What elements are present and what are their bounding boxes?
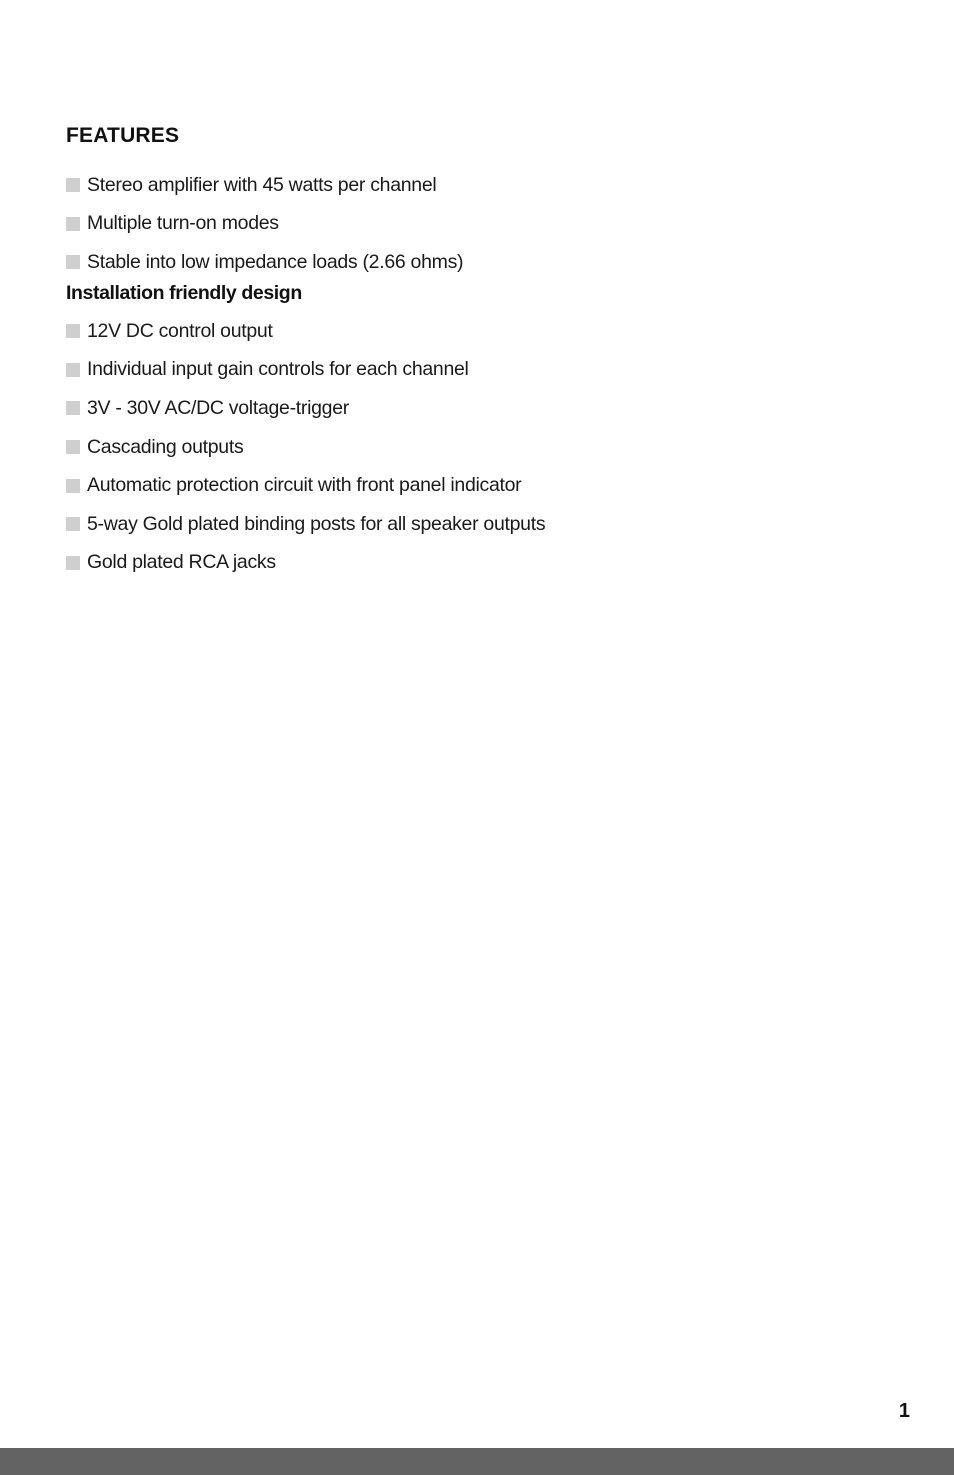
square-bullet-icon <box>66 178 80 192</box>
list-item-text: 3V - 30V AC/DC voltage-trigger <box>87 396 349 419</box>
list-item-text: Automatic protection circuit with front panel indicator <box>87 474 522 497</box>
square-bullet-icon <box>66 517 80 531</box>
list-item-text: Stereo amplifier with 45 watts per channel <box>87 173 437 196</box>
list-item-text: Individual input gain controls for each channel <box>87 358 469 381</box>
list-item-text: Gold plated RCA jacks <box>87 551 276 574</box>
square-bullet-icon <box>66 479 80 493</box>
square-bullet-icon <box>66 401 80 415</box>
list-item <box>66 466 545 505</box>
list-item <box>66 205 463 244</box>
list-item <box>66 544 545 583</box>
installation-list <box>66 312 545 582</box>
square-bullet-icon <box>66 217 80 231</box>
list-item <box>66 312 545 351</box>
features-list <box>66 166 463 282</box>
page-number: 1 <box>898 1400 910 1422</box>
list-item-text: 12V DC control output <box>87 319 273 342</box>
installation-subheading: Installation friendly design <box>66 282 302 304</box>
list-item-text: 5-way Gold plated binding posts for all speaker outputs <box>87 512 546 535</box>
square-bullet-icon <box>66 255 80 269</box>
list-item <box>66 351 545 390</box>
square-bullet-icon <box>66 363 80 377</box>
list-item <box>66 389 545 428</box>
square-bullet-icon <box>66 556 80 570</box>
list-item-text: Stable into low impedance loads (2.66 ohms) <box>87 250 464 273</box>
list-item <box>66 505 545 544</box>
list-item <box>66 243 463 282</box>
list-item <box>66 428 545 467</box>
list-item <box>66 166 463 205</box>
features-heading: FEATURES <box>66 124 180 147</box>
footer-bar <box>0 1448 954 1475</box>
square-bullet-icon <box>66 440 80 454</box>
square-bullet-icon <box>66 324 80 338</box>
list-item-text: Multiple turn-on modes <box>87 212 279 235</box>
list-item-text: Cascading outputs <box>87 435 244 458</box>
